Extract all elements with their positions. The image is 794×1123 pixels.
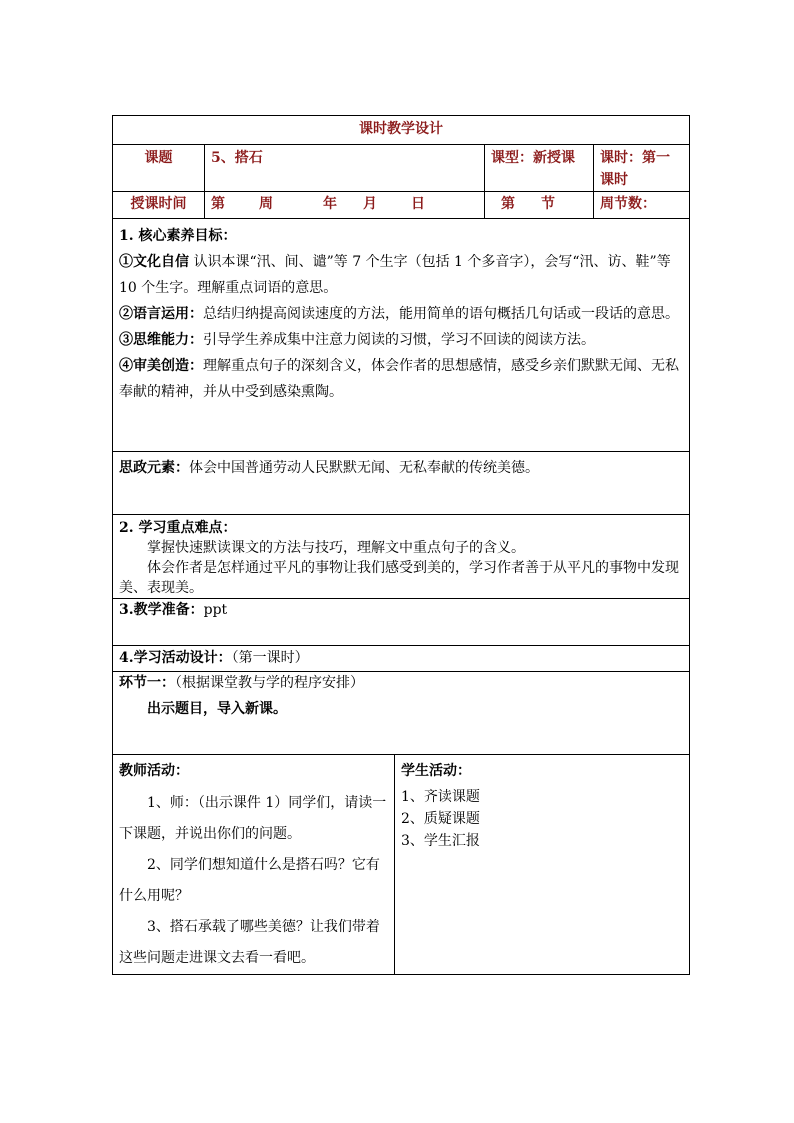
prep-label: 3.教学准备： [119, 602, 204, 618]
student-item: 2、质疑课题 [401, 811, 480, 827]
activity-note: （第一课时） [231, 650, 309, 666]
ideology-text: 体会中国普通劳动人民默默无闻、无私奉献的传统美德。 [189, 460, 539, 476]
topic-value: 5、搭石 [205, 145, 485, 192]
goal-item: ①文化自信 认识本课“汛、间、谴”等 7 个生字（包括 1 个多音字），会写“汛、访、鞋”等 10 个生字。理解重点词语的意思。 [119, 254, 671, 296]
student-item: 3、学生汇报 [401, 833, 480, 849]
time-fields [205, 192, 485, 219]
activity-cell [113, 646, 690, 672]
section-prefix: 第 [501, 196, 515, 212]
prep-cell [113, 599, 690, 646]
section-fields [485, 192, 594, 219]
lesson-plan-table [112, 115, 690, 975]
student-item: 1、齐读课题 [401, 789, 480, 805]
goals-cell [113, 219, 690, 452]
lesson-period: 课时：第一课时 [594, 145, 690, 192]
activity-row [113, 646, 690, 672]
keypoints-cell [113, 515, 690, 599]
step1-label: 环节一： [119, 675, 175, 691]
goal-item: ③思维能力：引导学生养成集中注意力阅读的习惯，学习不回读的阅读方法。 [119, 332, 595, 348]
keypoints-row [113, 515, 690, 599]
keypoint-line: 掌握快速默读课文的方法与技巧，理解文中重点句子的含义。 [147, 540, 525, 556]
activities-row [113, 755, 690, 975]
step1-cell [113, 672, 690, 755]
keypoint-line: 体会作者是怎样通过平凡的事物让我们感受到美的，学习作者善于从平凡的事物中发现美、表现美。 [119, 560, 679, 596]
topic-label: 课题 [113, 145, 205, 192]
prep-value: ppt [203, 602, 228, 618]
ideology-label: 思政元素： [119, 460, 189, 476]
lesson-plan-sheet [112, 115, 689, 975]
step1-content: 出示题目，导入新课。 [147, 701, 287, 717]
topic-row [113, 145, 690, 192]
goals-row [113, 219, 690, 452]
year-label: 年 [323, 196, 337, 212]
time-label: 授课时间 [113, 192, 205, 219]
activity-label: 4.学习活动设计： [119, 650, 232, 666]
student-heading: 学生活动： [401, 763, 471, 779]
title-row [113, 116, 690, 145]
section-suffix: 节 [541, 196, 555, 212]
step1-note: （根据课堂教与学的程序安排） [175, 675, 364, 691]
goals-heading: 1. 核心素养目标： [119, 228, 237, 244]
goal-item: ②语言运用：总结归纳提高阅读速度的方法，能用简单的语句概括几句话或一段话的意思。 [119, 306, 679, 322]
keypoints-heading: 2. 学习重点难点： [119, 520, 237, 536]
page-title: 课时教学设计 [113, 116, 690, 145]
step1-row [113, 672, 690, 755]
lesson-type: 课型：新授课 [485, 145, 594, 192]
ideology-cell [113, 452, 690, 515]
teacher-item: 1、师：（出示课件 1）同学们，请读一下课题，并说出你们的问题。 [119, 795, 387, 842]
ideology-row [113, 452, 690, 515]
step1-line [119, 672, 683, 694]
week-prefix: 第 [211, 196, 225, 212]
time-row [113, 192, 690, 219]
goal-item: ④审美创造：理解重点句子的深刻含义，体会作者的思想感情，感受乡亲们默默无闻、无私奉献的精神，并从中受到感染熏陶。 [119, 358, 679, 400]
week-suffix: 周 [259, 196, 273, 212]
prep-row [113, 599, 690, 646]
teacher-cell [113, 755, 395, 975]
teacher-item: 3、搭石承载了哪些美德？让我们带着这些问题走进课文去看一看吧。 [119, 919, 380, 966]
student-cell [395, 755, 690, 975]
teacher-heading: 教师活动： [119, 763, 189, 779]
month-label: 月 [363, 196, 377, 212]
day-label: 日 [411, 196, 425, 212]
teacher-item: 2、同学们想知道什么是搭石吗？它有什么用呢？ [119, 857, 380, 904]
weekly-count: 周节数： [594, 192, 690, 219]
